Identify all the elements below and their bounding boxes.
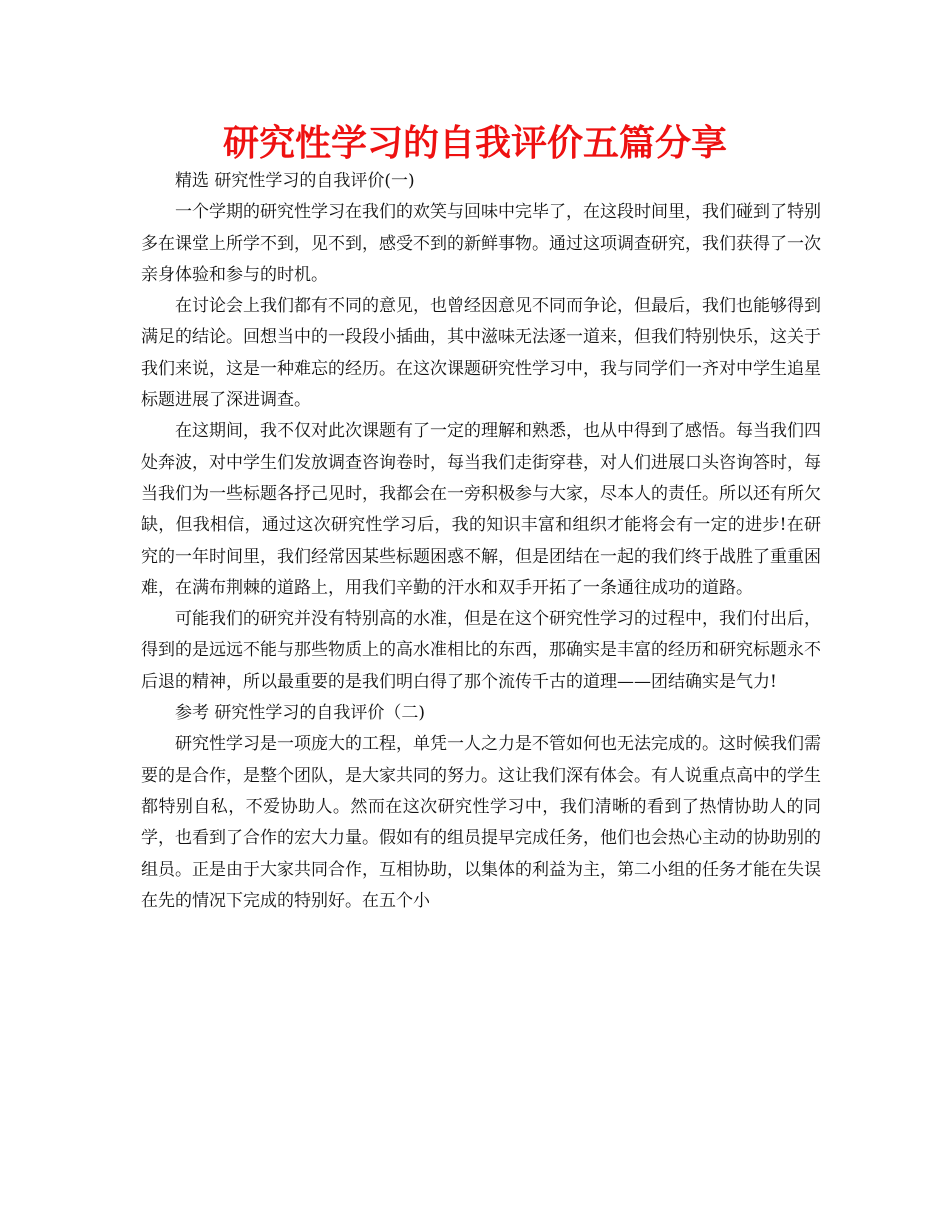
paragraph: 在讨论会上我们都有不同的意见，也曾经因意见不同而争论，但最后，我们也能够得到满足的结论。回想当中的一段段小插曲，其中滋味无法逐一道来，但我们特别快乐，这关于我们来说，这是一种难忘的经历。在这次课题研究性学习中，我与同学们一齐对中学生追星标题进展了深进调查。 xyxy=(141,296,821,411)
paragraph: 研究性学习是一项庞大的工程，单凭一人之力是不管如何也无法完成的。这时候我们需要的是合作，是整个团队，是大家共同的努力。这让我们深有体会。有人说重点高中的学生都特别自私，不爱协助人。然而在这次研究性学习中，我们清晰的看到了热情协助人的同学，也看到了合作的宏大力量。假如有的组员提早完成任务，他们也会热心主动的协助别的组员。正是由于大家共同合作，互相协助，以集体的利益为主，第二小组的任务才能在失误在先的情况下完成的特别好。在五个小 xyxy=(141,734,821,911)
document-body xyxy=(141,166,821,917)
paragraph: 在这期间，我不仅对此次课题有了一定的理解和熟悉，也从中得到了感悟。每当我们四处奔波，对中学生们发放调查咨询卷时，每当我们走街穿巷，对人们进展口头咨询答时，每当我们为一些标题各抒己见时，我都会在一旁积极参与大家，尽本人的责任。所以还有所欠缺，但我相信，通过这次研究性学习后，我的知识丰富和组织才能将会有一定的进步!在研究的一年时间里，我们经常因某些标题困惑不解，但是团结在一起的我们终于战胜了重重困难，在满布荆棘的道路上，用我们辛勤的汗水和双手开拓了一条通往成功的道路。 xyxy=(141,421,821,598)
paragraph: 可能我们的研究并没有特别高的水准，但是在这个研究性学习的过程中，我们付出后，得到的是远远不能与那些物质上的高水准相比的东西，那确实是丰富的经历和研究标题永不后退的精神，所以最重要的是我们明白得了那个流传千古的道理——团结确实是气力! xyxy=(141,609,821,692)
section-heading-2: 参考 研究性学习的自我评价（二) xyxy=(175,703,426,724)
section-heading-1: 精选 研究性学习的自我评价(一) xyxy=(175,171,415,191)
paragraph: 一个学期的研究性学习在我们的欢笑与回味中完毕了，在这段时间里，我们碰到了特别多在课堂上所学不到，见不到，感受不到的新鲜事物。通过这项调查研究，我们获得了一次亲身体验和参与的时机。 xyxy=(141,202,821,285)
document-title: 研究性学习的自我评价五篇分享 xyxy=(222,123,727,164)
